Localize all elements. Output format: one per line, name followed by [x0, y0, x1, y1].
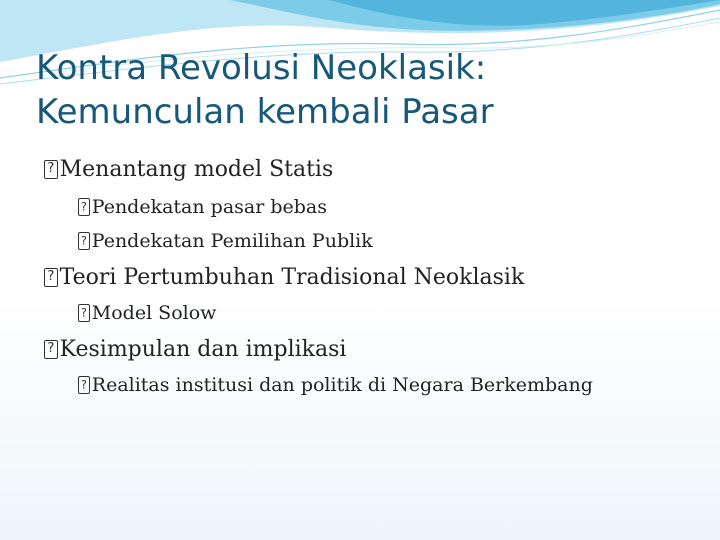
bullet-item: [44, 337, 346, 362]
sub-bullet-text: Realitas institusi dan politik di Negara Berkembang: [91, 374, 593, 396]
bullet-text: Teori Pertumbuhan Tradisional Neoklasik: [59, 265, 525, 290]
missing-glyph-icon: [44, 160, 58, 180]
missing-glyph-icon: [78, 232, 90, 249]
missing-glyph-icon: [44, 268, 58, 288]
missing-glyph-icon: [78, 304, 90, 321]
sub-bullet-text: Model Solow: [91, 302, 217, 324]
sub-bullet-item: [78, 230, 373, 252]
missing-glyph-icon: [78, 376, 90, 393]
slide-title-line-2: Kemunculan kembali Pasar: [36, 92, 494, 132]
sub-bullet-item: [78, 374, 593, 396]
bullet-item: [44, 265, 524, 290]
bullet-text: Kesimpulan dan implikasi: [59, 337, 347, 362]
slide-title-line-1: Kontra Revolusi Neoklasik:: [36, 48, 487, 88]
sub-bullet-item: [78, 302, 216, 324]
sub-bullet-text: Pendekatan Pemilihan Publik: [91, 230, 373, 252]
bullet-item: [44, 157, 333, 182]
sub-bullet-text: Pendekatan pasar bebas: [91, 196, 328, 218]
missing-glyph-icon: [78, 198, 90, 215]
missing-glyph-icon: [44, 340, 58, 360]
sub-bullet-item: [78, 196, 327, 218]
bullet-text: Menantang model Statis: [59, 157, 334, 182]
